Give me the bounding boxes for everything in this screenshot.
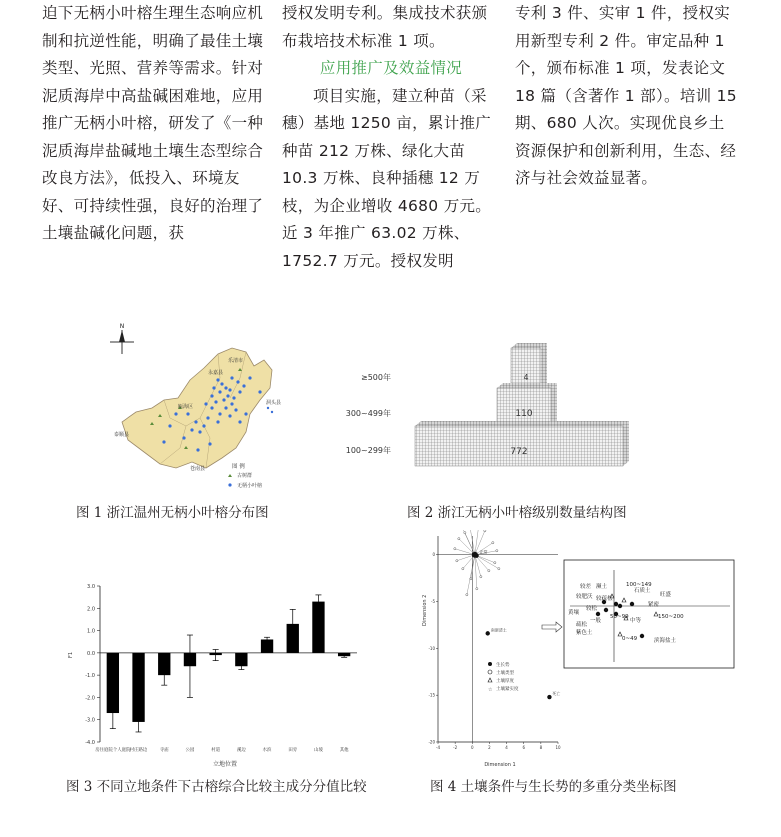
point-label: 死亡 [552,691,561,697]
inset-label: 150~200 [658,614,684,620]
category-marker [484,530,486,532]
y-tick-label: 2.0 [87,606,95,613]
inset-label: 疏松 [576,622,588,628]
svg-text:☆: ☆ [488,687,493,693]
inset-marker [618,604,622,608]
inset-marker [630,602,634,606]
inset-label: 一般 [590,618,602,624]
zoom-arrow [542,622,562,632]
x-tick-label: 6 [522,745,525,750]
x-tick-label: 水滨 [262,748,272,753]
inset-label: 较差 [580,584,592,590]
legend-title: 图 例 [232,464,245,470]
level-label: ≥500年 [361,373,391,382]
y-tick-label: 0 [432,552,435,558]
category-marker [496,550,498,552]
paragraph: 项目实施，建立种苗（采穗）基地 1250 亩，累计推广种苗 212 万株、绿化大苗 10.3 万株、良种插穗 12 万枝，为企业增收 4680 万元。近 3 年推广 63.02 万株、1752.7 万元。授权发明 [282,86,492,270]
inset-label: 较肥沃 [576,594,593,600]
inset-label: 50~99 [610,614,629,620]
text-column-3 [515,0,739,193]
legend-item: 土壤紧实度 [496,687,519,692]
map-legend [228,462,262,489]
bar-top [511,343,547,388]
place-label: 泰顺县 [114,432,130,438]
y-tick-label: 1.0 [87,628,95,635]
place-label: 瓯海区 [178,404,194,410]
figure-caption: 图 2 浙江无柄小叶榕级别数量结构图 [407,505,627,521]
place-label: 苍南县 [190,466,206,472]
y-tick-label: -3.0 [85,717,95,724]
figure-caption: 图 1 浙江温州无柄小叶榕分布图 [76,505,269,521]
x-tick-label: 其他 [339,748,349,753]
inset-label: 100~149 [626,582,652,588]
place-label: 永嘉县 [208,370,224,376]
y-tick-label: -15 [428,692,435,698]
spoke-line [475,555,477,589]
category-marker [462,568,464,570]
category-marker [480,576,482,578]
category-marker [466,594,468,596]
x-tick-label: 公园 [185,748,195,753]
figure-caption: 图 4 土壤条件与生长势的多重分类坐标图 [430,779,677,795]
category-marker [456,560,458,562]
text-column-1 [42,0,270,248]
y-tick-label: -10 [428,645,435,651]
text-column-2 [282,0,500,275]
category-marker [458,538,460,540]
figure-caption: 图 3 不同立地条件下古榕综合比较主成分分值比较 [66,779,367,795]
north-arrow [110,323,134,354]
scatter-legend [488,661,519,693]
x-tick-label: -2 [453,745,458,750]
category-marker [464,532,466,534]
x-tick-label: 村庄路边 [129,748,148,753]
x-tick-label: 2 [488,745,491,750]
bar-value: 772 [510,447,528,457]
paragraph: 迫下无柄小叶榕生理生态响应机制和抗逆性能，明确了最佳土壤类型、光照、营养等需求。针对泥质海岸中高盐碱困难地，应用推广无柄小叶榕，研发了《一种泥质海岸盐碱地土壤生态型综合改良方法》，低投入、环境友好、可持续性强，良好的治理了土壤盐碱化问题，获 [42,4,264,242]
x-axis-label: Dimension 1 [484,762,516,768]
level-label: 100~299年 [345,446,391,455]
inset-label: 较松 [586,606,598,612]
inset-label: 0~49 [622,636,638,642]
legend-item: 土壤类型 [496,671,514,676]
north-label: N [119,323,125,330]
x-tick-label: 田旁 [288,748,298,753]
data-point [474,553,478,557]
fig1-map [100,318,340,498]
y-tick-label: 3.0 [87,584,95,590]
inset-label: 中等 [630,618,642,624]
x-tick-label: 寺庙 [159,748,169,753]
bar-bottom [415,421,629,466]
y-tick-label: -1.0 [85,673,95,680]
category-marker [454,548,456,550]
legend-item: 无柄小叶榕 [237,483,263,489]
y-tick-label: 0.0 [87,650,95,657]
bar-value: 110 [515,409,533,419]
inset-marker [596,612,600,616]
place-label: 洞头县 [266,400,282,406]
x-tick-label: 房住庭院个人庭院 [95,748,131,753]
x-tick-label: 10 [555,745,561,750]
fig4-scatter [420,530,740,770]
category-marker [476,588,478,590]
inset-marker [604,608,608,612]
point-label: 南浙清土 [490,627,507,633]
inset-label: 旺盛 [660,592,672,598]
fig2-pyramid [335,340,635,480]
paragraph: 专利 3 件、实审 1 件，授权实用新型专利 2 件。审定品种 1 个，颁布标准 1 项，发表论文 18 篇（含著作 1 部）。培训 15 期、680 人次。实现优良乡土资源保护和创新利用，生态、经济与社会效益显著。 [515,4,737,187]
x-tick-label: 0 [471,745,474,750]
inset-label: 濒土 [596,584,608,590]
y-axis-label: Dimension 2 [422,594,428,626]
point-label: 正常 [479,549,488,555]
fig3-bar-chart [62,576,362,771]
category-marker [498,568,500,570]
inset-marker [640,634,644,638]
category-marker [488,570,490,572]
y-tick-label: -4.0 [85,740,95,746]
bar [312,602,324,653]
x-tick-label: 山坡 [314,748,323,753]
y-axis-label: F1 [68,651,74,658]
inset-label: 紧密 [648,602,660,608]
spoke-line [469,530,475,555]
level-label: 300~499年 [345,409,391,418]
y-tick-label: -20 [428,739,435,745]
x-axis-label: 立地位置 [212,761,238,768]
spoke-line [467,555,475,595]
y-tick-label: -2.0 [85,695,95,702]
x-tick-label: 溪边 [236,748,246,753]
x-tick-label: 8 [539,745,543,750]
bar-value: 4 [523,373,529,382]
place-label: 乐清市 [228,358,244,364]
x-tick-label: 村道 [211,748,221,753]
inset-label: 黄壤 [568,610,580,616]
inset-label: 紫色土 [576,630,593,636]
y-tick-label: -5 [431,599,435,605]
data-point [486,631,490,635]
inset-marker [614,602,618,606]
section-heading: 应用推广及效益情况 [319,59,463,77]
inset-panel [564,560,734,668]
legend-item: 生长势 [496,663,510,668]
legend-item: 古树群 [237,473,253,479]
paragraph: 授权发明专利。集成技术获颁布栽培技术标准 1 项。 [282,4,488,50]
inset-label: 石质土 [634,588,651,594]
category-marker [494,562,496,564]
inset-label: 滨海盐土 [654,638,677,644]
bar-middle [497,383,557,426]
x-tick-label: -4 [436,745,440,750]
x-tick-label: 4 [505,745,508,750]
data-point [547,695,551,699]
legend-item: 土壤厚度 [496,679,514,684]
category-marker [492,542,494,544]
spoke-line [475,530,479,555]
inset-label: 较疏松 [596,596,613,602]
spoke-line [465,533,475,555]
